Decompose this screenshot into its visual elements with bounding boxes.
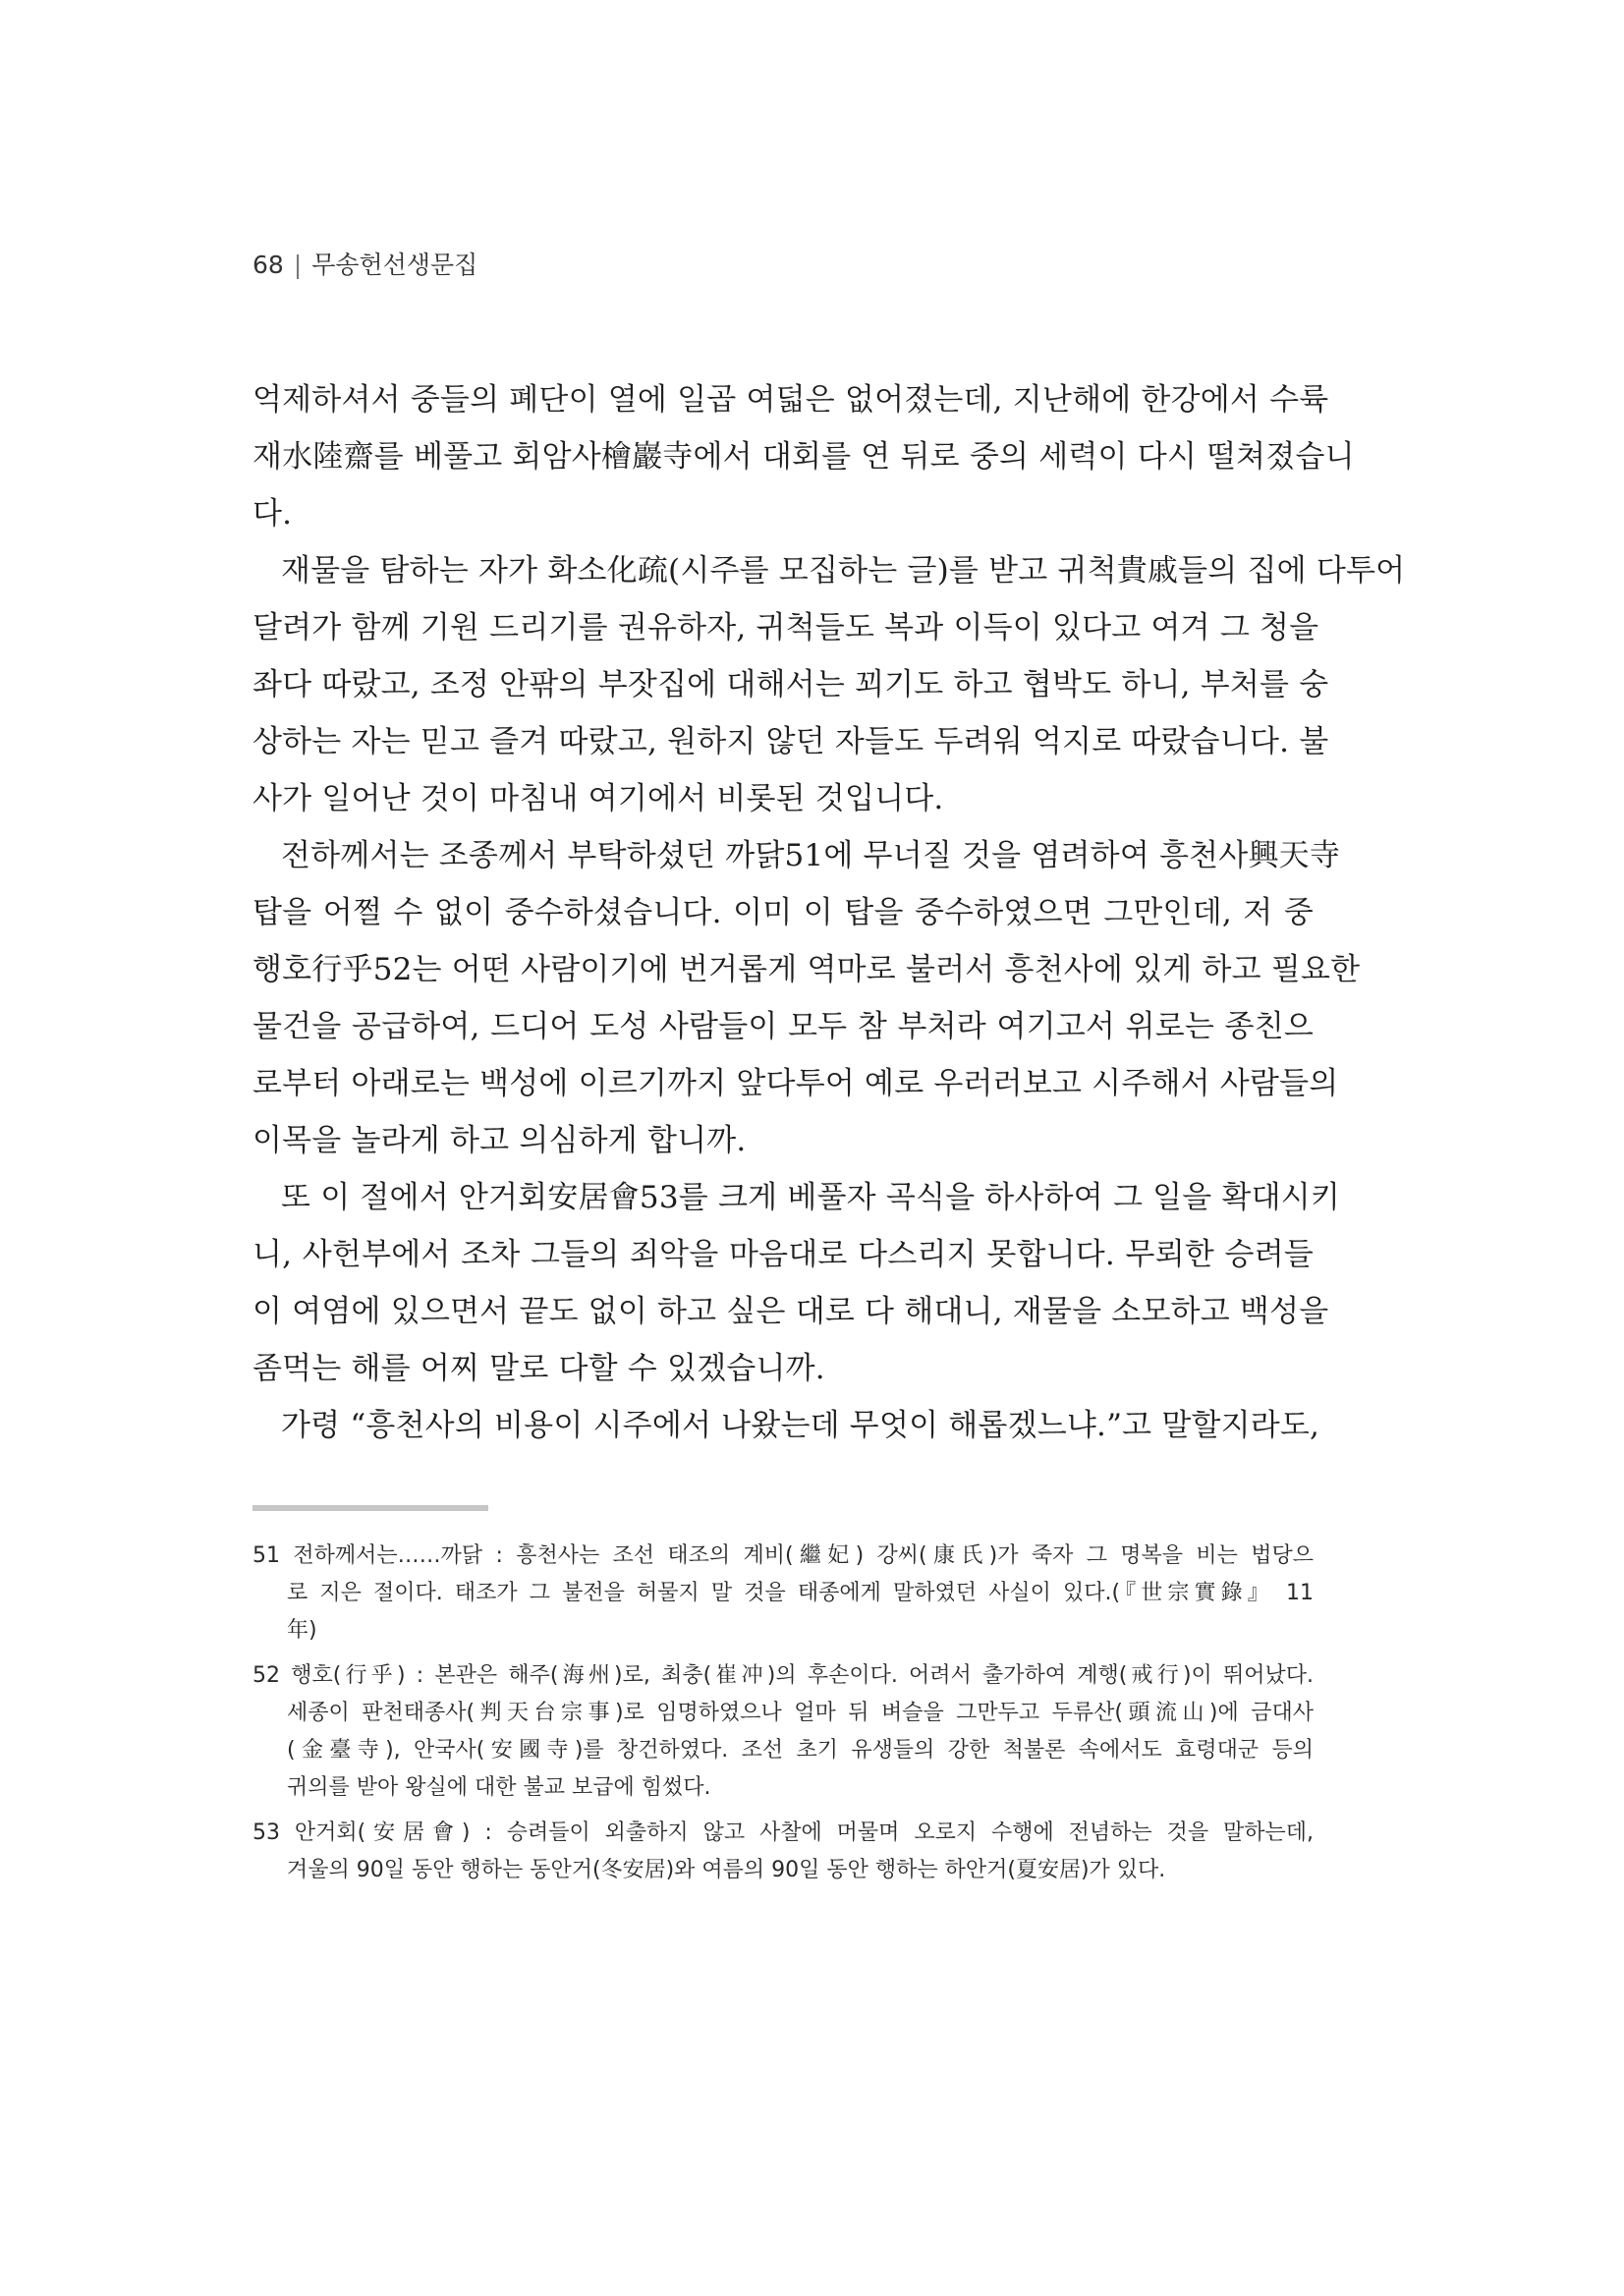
- body-line: 탑을 어쩔 수 없이 중수하셨습니다. 이미 이 탑을 중수하였으면 그만인데, 저 중: [252, 895, 1314, 930]
- body-line: 물건을 공급하여, 드디어 도성 사람들이 모두 참 부처라 여기고서 위로는 종친으: [252, 1009, 1314, 1044]
- footnote-line: 年): [287, 1618, 317, 1643]
- book-title: 무송헌선생문집: [311, 251, 478, 279]
- body-line: 다.: [252, 496, 293, 532]
- page-number: 68: [252, 251, 284, 279]
- footnote-52: [252, 1657, 1314, 1807]
- body-line: 달려가 함께 기원 드리기를 권유하자, 귀척들도 복과 이득이 있다고 여겨 그 청을: [252, 610, 1319, 645]
- footnote-51: [252, 1538, 1314, 1650]
- body-line: 가령 “흥천사의 비용이 시주에서 나왔는데 무엇이 해롭겠느냐.”고 말할지라도,: [281, 1408, 1320, 1443]
- footnote-line: [252, 1815, 1314, 1852]
- body-text: [252, 371, 1406, 1454]
- footnote-line: 로 지은 절이다. 태조가 그 불전을 허물지 말 것을 태종에게 말하였던 사실이 있다.(『世宗實錄』 11: [287, 1581, 1314, 1605]
- body-line: 좌다 따랐고, 조정 안팎의 부잣집에 대해서는 꾀기도 하고 협박도 하니, 부처를 숭: [252, 667, 1329, 702]
- footnote-number: 51: [252, 1543, 280, 1568]
- footnote-text: 행호(行乎) : 본관은 해주(海州)로, 최충(崔冲)의 후손이다. 어려서 출가하여 계행(戒行)이 뛰어났다.: [291, 1663, 1314, 1688]
- body-line: 행호行乎52는 어떤 사람이기에 번거롭게 역마로 불러서 흥천사에 있게 하고 필요한: [252, 952, 1361, 987]
- body-line: 좀먹는 해를 어찌 말로 다할 수 있겠습니까.: [252, 1351, 825, 1386]
- footnote-number: 53: [252, 1820, 280, 1845]
- body-line: 이목을 놀라게 하고 의심하게 합니까.: [252, 1123, 747, 1158]
- footnote-line: 귀의를 받아 왕실에 대한 불교 보급에 힘썼다.: [287, 1775, 711, 1800]
- body-line: 재水陸齋를 베풀고 회암사檜巖寺에서 대회를 연 뒤로 중의 세력이 다시 떨쳐졌습니: [252, 439, 1355, 475]
- footnote-divider: [252, 1505, 488, 1511]
- body-line: 전하께서는 조종께서 부탁하셨던 까닭51에 무너질 것을 염려하여 흥천사興天寺: [281, 838, 1341, 873]
- body-line: 로부터 아래로는 백성에 이르기까지 앞다투어 예로 우러러보고 시주해서 사람들의: [252, 1066, 1339, 1101]
- body-line: 상하는 자는 믿고 즐겨 따랐고, 원하지 않던 자들도 두려워 억지로 따랐습니다. 불: [252, 724, 1329, 759]
- footnote-line: [252, 1538, 1314, 1575]
- body-line: 재물을 탐하는 자가 화소化疏(시주를 모집하는 글)를 받고 귀척貴戚들의 집에 다투어: [281, 553, 1406, 588]
- body-line: 니, 사헌부에서 조차 그들의 죄악을 마음대로 다스리지 못합니다. 무뢰한 승려들: [252, 1237, 1314, 1272]
- body-line: 이 여염에 있으면서 끝도 없이 하고 싶은 대로 다 해대니, 재물을 소모하고 백성을: [252, 1294, 1329, 1329]
- header-separator: |: [293, 251, 303, 279]
- footnote-text: 안거회(安居會) : 승려들이 외출하지 않고 사찰에 머물며 오로지 수행에 전념하는 것을 말하는데,: [294, 1820, 1314, 1845]
- footnote-line: 겨울의 90일 동안 행하는 동안거(冬安居)와 여름의 90일 동안 행하는 하안거(夏安居)가 있다.: [287, 1858, 1166, 1882]
- footnote-line: 세종이 판천태종사(判天台宗事)로 임명하였으나 얼마 뒤 벼슬을 그만두고 두류산(頭流山)에 금대사: [287, 1701, 1314, 1725]
- body-line: 사가 일어난 것이 마침내 여기에서 비롯된 것입니다.: [252, 781, 944, 816]
- footnote-line: (金臺寺), 안국사(安國寺)를 창건하였다. 조선 초기 유생들의 강한 척불론 속에서도 효령대군 등의: [287, 1738, 1314, 1763]
- footnote-text: 전하께서는……까닭 : 흥천사는 조선 태조의 계비(繼妃) 강씨(康氏)가 죽자 그 명복을 비는 법당으: [293, 1543, 1314, 1568]
- footnote-line: [252, 1657, 1314, 1695]
- body-line: 억제하셔서 중들의 폐단이 열에 일곱 여덟은 없어졌는데, 지난해에 한강에서 수륙: [252, 382, 1329, 418]
- footnote-53: [252, 1815, 1314, 1889]
- running-header: [252, 246, 477, 281]
- footnote-number: 52: [252, 1663, 280, 1688]
- footnotes: [252, 1538, 1314, 1897]
- body-line: 또 이 절에서 안거회安居會53를 크게 베풀자 곡식을 하사하여 그 일을 확대시키: [281, 1180, 1341, 1215]
